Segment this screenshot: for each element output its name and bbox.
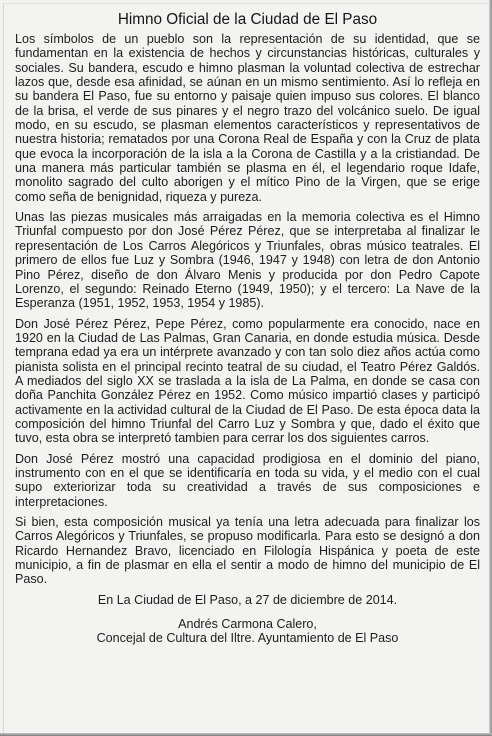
paragraph-hymn-history: Unas las piezas musicales más arraigadas en la memoria colectiva es el Himno Triunfal compuesto por don José Pérez Pérez, que se interpretaba al finalizar le representación de Los Carros Alegóricos y Triunfales, obras músico teatrales. El primero de ellos fue Luz y Sombra (1946, 1947 y 1948) con letra de don Antonio Pino Pérez, diseño de don Álvaro Menis y producida por don Pedro Capote Lorenzo, el segundo: Reinado Eterno (1949, 1950); y el tercero: La Nave de la Esperanza (1951, 1952, 1953, 1954 y 1985). — [15, 210, 480, 311]
signature-role: Concejal de Cultura del Iltre. Ayuntamiento de El Paso — [96, 631, 399, 646]
paragraph-composer-bio: Don José Pérez Pérez, Pepe Pérez, como popularmente era conocido, nace en 1920 en la Ciudad de Las Palmas, Gran Canaria, en donde estudia música. Desde temprana edad ya era un intérprete avanzado y con tan solo diez años actúa como pianista solista en el principal recinto teatral de su ciudad, el Teatro Pérez Galdós. A mediados del siglo XX se traslada a la isla de La Palma, en donde se casa con doña Panchita González Pérez en 1952. Como músico impartió clases y participó activamente en la actividad cultural de la Ciudad de El Paso. De esta época data la composición del himno Triunfal del Carro Luz y Sombra y que, dado el éxito que tuvo, esta obra se interpretó tambien para cerrar los dos siguientes carros. — [15, 316, 480, 446]
document-body — [15, 10, 480, 646]
paragraph-symbols: Los símbolos de un pueblo son la representación de su identidad, que se fundamentan en la existencia de hechos y circunstancias históricas, culturales y sociales. Su bandera, escudo e himno plasman la voluntad colectiva de estrechar lazos que, desde esa afinidad, se aúnan en un mismo sentimiento. Así lo refleja en su bandera El Paso, fue su entorno y paisaje quien impuso sus colores. El blanco de la brisa, el verde de sus pinares y el negro trazo del volcánico suelo. De igual modo, en su escudo, se plasman elementos característicos y representativos de nuestra historia; rematados por una Corona Real de España y con la Cruz de plata que evoca la incorporación de la isla a la Corona de Castilla y a la cristiandad. De una manera más particular también se plasma en él, el legendario roque Idafe, monolito sagrado del culto aborigen y el mítico Pino de la Virgen, que se erige como seña de benignidad, riqueza y pureza. — [15, 32, 480, 204]
document-title: Himno Oficial de la Ciudad de El Paso — [117, 11, 378, 28]
paper-sheet — [3, 3, 489, 734]
paragraph-lyrics: Si bien, esta composición musical ya tenía una letra adecuada para finalizar los Carros Alegóricos y Triunfales, se propuso modificarla. Para esto se designó a don Ricardo Hernandez Bravo, licenciado en Filología Hispánica y poeta de este municipio, a fin de plasmar en ella el sentir a modo de himno del municipio de El Paso. — [15, 515, 480, 587]
paragraph-piano: Don José Pérez mostró una capacidad prodigiosa en el dominio del piano, instrumento con en el que se identificaría en toda su vida, y el medio con el cual supo exteriorizar toda su creatividad a través de sus composiciones e interpretaciones. — [15, 451, 480, 509]
date-line: En La Ciudad de El Paso, a 27 de diciembre de 2014. — [97, 592, 398, 607]
signature-name: Andrés Carmona Calero, — [178, 617, 317, 632]
